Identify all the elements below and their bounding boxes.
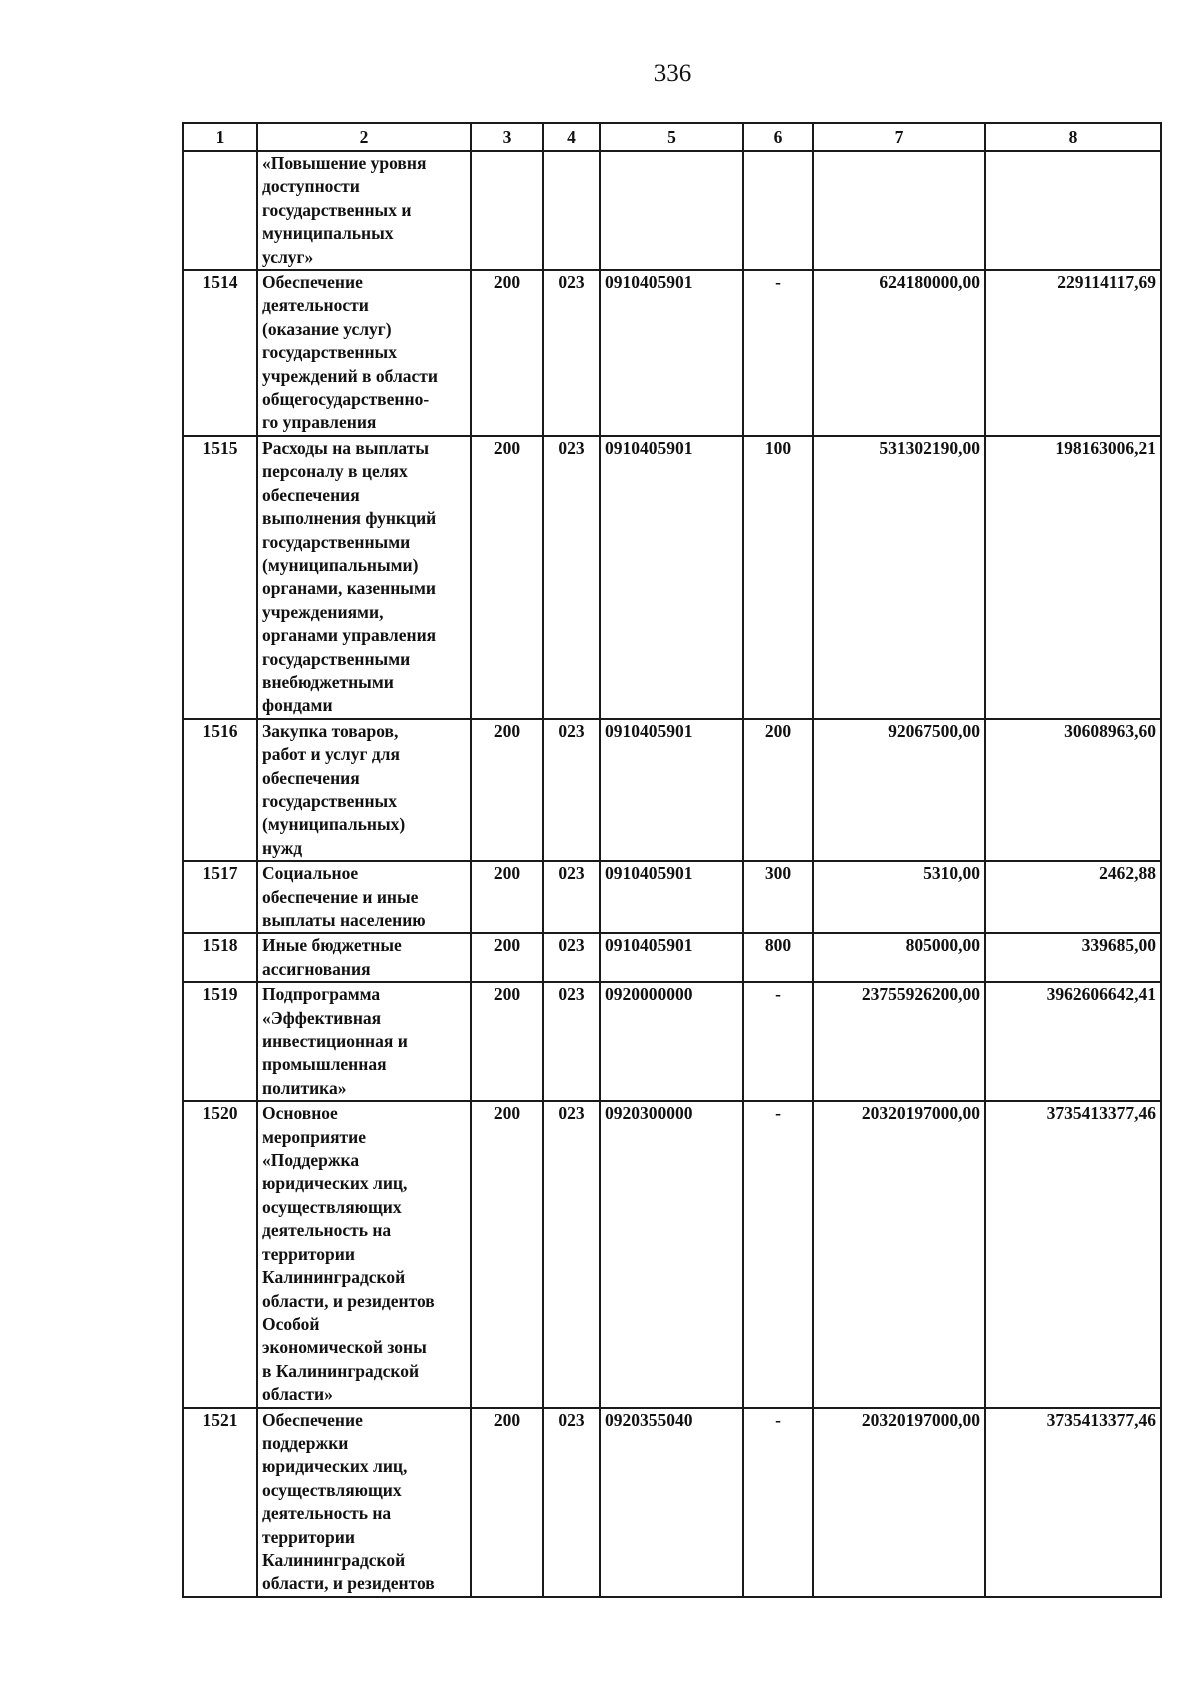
planned-amount-cell: 624180000,00 bbox=[813, 270, 985, 436]
executed-amount-cell bbox=[985, 151, 1161, 270]
executed-amount-cell: 3735413377,46 bbox=[985, 1101, 1161, 1407]
expense-type-cell: 200 bbox=[743, 719, 813, 861]
code-cell: 200 bbox=[471, 270, 543, 436]
row-number-cell bbox=[183, 151, 257, 270]
target-code-cell: 0920300000 bbox=[600, 1101, 743, 1407]
item-name-cell: Расходы на выплаты персоналу в целях обеспечения выполнения функций государственными (муниципальными) органами, казенными учреждениями, органами управления государственными внебюджетными фондами bbox=[257, 436, 471, 719]
code-cell: 200 bbox=[471, 1408, 543, 1597]
planned-amount-cell: 20320197000,00 bbox=[813, 1408, 985, 1597]
column-header: 3 bbox=[471, 123, 543, 151]
table-row bbox=[183, 1101, 1161, 1407]
row-number-cell: 1520 bbox=[183, 1101, 257, 1407]
table-row bbox=[183, 151, 1161, 270]
expense-type-cell: - bbox=[743, 982, 813, 1101]
item-name-cell: Основное мероприятие «Поддержка юридических лиц, осуществляющих деятельность на территории Калининградской области, и резидентов Особой экономической зоны в Калининградской области» bbox=[257, 1101, 471, 1407]
row-number-cell: 1521 bbox=[183, 1408, 257, 1597]
table-row bbox=[183, 982, 1161, 1101]
planned-amount-cell: 23755926200,00 bbox=[813, 982, 985, 1101]
target-code-cell: 0920000000 bbox=[600, 982, 743, 1101]
planned-amount-cell: 531302190,00 bbox=[813, 436, 985, 719]
item-name-cell: Обеспечение деятельности (оказание услуг) государственных учреждений в области общегосударственно- го управления bbox=[257, 270, 471, 436]
section-cell: 023 bbox=[543, 933, 600, 982]
item-name-cell: Обеспечение поддержки юридических лиц, осуществляющих деятельность на территории Калининградской области, и резидентов bbox=[257, 1408, 471, 1597]
column-header: 4 bbox=[543, 123, 600, 151]
code-cell: 200 bbox=[471, 982, 543, 1101]
item-name-cell: Иные бюджетные ассигнования bbox=[257, 933, 471, 982]
budget-table bbox=[182, 122, 1162, 1598]
expense-type-cell: - bbox=[743, 1101, 813, 1407]
section-cell: 023 bbox=[543, 719, 600, 861]
executed-amount-cell: 2462,88 bbox=[985, 861, 1161, 933]
planned-amount-cell: 20320197000,00 bbox=[813, 1101, 985, 1407]
target-code-cell: 0910405901 bbox=[600, 436, 743, 719]
row-number-cell: 1517 bbox=[183, 861, 257, 933]
table-row bbox=[183, 933, 1161, 982]
code-cell: 200 bbox=[471, 933, 543, 982]
row-number-cell: 1514 bbox=[183, 270, 257, 436]
executed-amount-cell: 3962606642,41 bbox=[985, 982, 1161, 1101]
section-cell: 023 bbox=[543, 861, 600, 933]
section-cell: 023 bbox=[543, 1101, 600, 1407]
expense-type-cell: 100 bbox=[743, 436, 813, 719]
target-code-cell bbox=[600, 151, 743, 270]
executed-amount-cell: 30608963,60 bbox=[985, 719, 1161, 861]
row-number-cell: 1515 bbox=[183, 436, 257, 719]
page-number: 336 bbox=[653, 60, 692, 87]
table-header-row bbox=[183, 123, 1161, 151]
target-code-cell: 0920355040 bbox=[600, 1408, 743, 1597]
table-row bbox=[183, 270, 1161, 436]
column-header: 1 bbox=[183, 123, 257, 151]
planned-amount-cell: 92067500,00 bbox=[813, 719, 985, 861]
item-name-cell: Закупка товаров, работ и услуг для обеспечения государственных (муниципальных) нужд bbox=[257, 719, 471, 861]
expense-type-cell: 800 bbox=[743, 933, 813, 982]
expense-type-cell: - bbox=[743, 270, 813, 436]
target-code-cell: 0910405901 bbox=[600, 933, 743, 982]
section-cell bbox=[543, 151, 600, 270]
table-row bbox=[183, 436, 1161, 719]
item-name-cell: Социальное обеспечение и иные выплаты населению bbox=[257, 861, 471, 933]
code-cell: 200 bbox=[471, 719, 543, 861]
section-cell: 023 bbox=[543, 270, 600, 436]
executed-amount-cell: 198163006,21 bbox=[985, 436, 1161, 719]
row-number-cell: 1518 bbox=[183, 933, 257, 982]
executed-amount-cell: 229114117,69 bbox=[985, 270, 1161, 436]
section-cell: 023 bbox=[543, 436, 600, 719]
target-code-cell: 0910405901 bbox=[600, 861, 743, 933]
column-header: 6 bbox=[743, 123, 813, 151]
expense-type-cell bbox=[743, 151, 813, 270]
executed-amount-cell: 339685,00 bbox=[985, 933, 1161, 982]
section-cell: 023 bbox=[543, 982, 600, 1101]
planned-amount-cell: 5310,00 bbox=[813, 861, 985, 933]
expense-type-cell: 300 bbox=[743, 861, 813, 933]
code-cell: 200 bbox=[471, 436, 543, 719]
column-header: 7 bbox=[813, 123, 985, 151]
row-number-cell: 1519 bbox=[183, 982, 257, 1101]
expense-type-cell: - bbox=[743, 1408, 813, 1597]
column-header: 8 bbox=[985, 123, 1161, 151]
executed-amount-cell: 3735413377,46 bbox=[985, 1408, 1161, 1597]
code-cell: 200 bbox=[471, 1101, 543, 1407]
row-number-cell: 1516 bbox=[183, 719, 257, 861]
table-row bbox=[183, 1408, 1161, 1597]
target-code-cell: 0910405901 bbox=[600, 270, 743, 436]
code-cell bbox=[471, 151, 543, 270]
column-header: 2 bbox=[257, 123, 471, 151]
target-code-cell: 0910405901 bbox=[600, 719, 743, 861]
planned-amount-cell: 805000,00 bbox=[813, 933, 985, 982]
code-cell: 200 bbox=[471, 861, 543, 933]
table-row bbox=[183, 719, 1161, 861]
table-row bbox=[183, 861, 1161, 933]
column-header: 5 bbox=[600, 123, 743, 151]
item-name-cell: «Повышение уровня доступности государственных и муниципальных услуг» bbox=[257, 151, 471, 270]
item-name-cell: Подпрограмма «Эффективная инвестиционная и промышленная политика» bbox=[257, 982, 471, 1101]
planned-amount-cell bbox=[813, 151, 985, 270]
section-cell: 023 bbox=[543, 1408, 600, 1597]
